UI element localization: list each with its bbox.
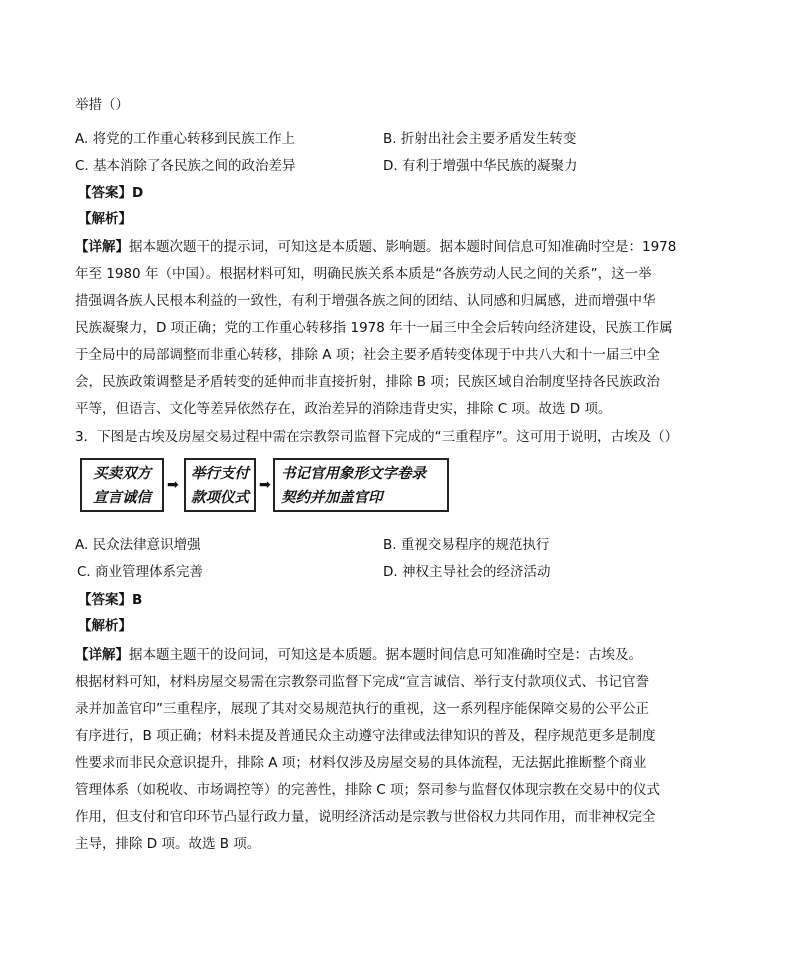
q2-detail-line: 会，民族政策调整是矛盾转变的延伸而非直接折射，排除 B 项；民族区域自治制度坚持各民族政治 <box>75 374 660 390</box>
detail-label: 【详解】 <box>75 239 129 255</box>
answer-value: B <box>132 592 143 608</box>
detail-text: 据本题次题干的提示词，可知这是本质题、影响题。据本题时间信息可知准确时空是：1978 <box>129 239 677 255</box>
q2-detail-line <box>75 238 695 256</box>
detail-text: 据本题主题干的设问词，可知这是本质题。据本题时间信息可知准确时空是：古埃及。 <box>129 647 642 663</box>
q3-detail-line: 录并加盖官印”三重程序，展现了其对交易规范执行的重视，这一系列程序能保障交易的公平公正 <box>75 701 649 717</box>
q3-stem: 3．下图是古埃及房屋交易过程中需在宗教祭司监督下完成的“三重程序”。这可用于说明，古埃及（） <box>75 429 679 445</box>
q3-detail-line: 有序进行，B 项正确；材料未提及普通民众主动遵守法律或法律知识的普及，程序规范更多是制度 <box>75 728 656 744</box>
flow-step-1-line2: 宣言诚信 <box>93 489 151 506</box>
arrow-right-icon: ➡ <box>167 477 179 493</box>
q3-answer <box>78 591 142 609</box>
q2-detail-line: 措强调各族人民根本利益的一致性，有利于增强各族之间的团结、认同感和归属感，进而增强中华 <box>75 293 656 309</box>
answer-value: D <box>132 185 144 201</box>
q3-option-b: B. 重视交易程序的规范执行 <box>383 537 550 553</box>
q3-option-d: D. 神权主导社会的经济活动 <box>383 564 551 580</box>
flow-step-1-line1: 买卖双方 <box>93 465 151 482</box>
q3-detail-line <box>75 646 695 664</box>
three-step-flowchart <box>80 458 452 518</box>
flow-step-3 <box>273 458 449 512</box>
flow-step-2-line2: 款项仪式 <box>191 489 249 506</box>
flow-step-2-line1: 举行支付 <box>191 465 249 482</box>
q3-option-c: C. 商业管理体系完善 <box>77 564 204 580</box>
detail-label: 【详解】 <box>75 647 129 663</box>
q2-option-a: A. 将党的工作重心转移到民族工作上 <box>75 131 296 147</box>
q2-option-d: D. 有利于增强中华民族的凝聚力 <box>383 158 578 174</box>
q2-stem-end: 举措（） <box>75 97 129 113</box>
flow-step-1 <box>80 458 164 512</box>
flow-step-2 <box>184 458 256 512</box>
flow-step-3-line2: 契约并加盖官印 <box>281 489 383 506</box>
q3-detail-line: 性要求而非民众意识提升，排除 A 项；材料仅涉及房屋交易的具体流程，无法据此推断整个商业 <box>75 755 647 771</box>
q2-option-c: C. 基本消除了各民族之间的政治差异 <box>75 158 296 174</box>
answer-label: 【答案】 <box>78 185 132 201</box>
answer-label: 【答案】 <box>78 592 132 608</box>
q3-detail-line: 作用，但支付和官印环节凸显行政力量，说明经济活动是宗教与世俗权力共同作用，而非神权完全 <box>75 809 656 825</box>
q2-answer <box>78 184 143 202</box>
q2-detail-line: 平等，但语言、文化等差异依然存在，政治差异的消除违背史实，排除 C 项。故选 D 项。 <box>75 401 612 417</box>
flow-step-3-line1: 书记官用象形文字卷录 <box>281 465 426 482</box>
q3-option-a: A. 民众法律意识增强 <box>75 537 201 553</box>
q3-detail-line: 主导，排除 D 项。故选 B 项。 <box>75 836 261 852</box>
q2-detail-line: 于全局中的局部调整而非重心转移，排除 A 项；社会主要矛盾转变体现于中共八大和十一届三中全 <box>75 347 660 363</box>
q2-analysis-label: 【解析】 <box>78 211 132 227</box>
q2-detail-line: 年至 1980 年（中国）。根据材料可知，明确民族关系本质是“各族劳动人民之间的关系”，这一举 <box>75 266 652 282</box>
q2-detail-line: 民族凝聚力，D 项正确；党的工作重心转移指 1978 年十一届三中全会后转向经济建设，民族工作属 <box>75 320 673 336</box>
q3-analysis-label: 【解析】 <box>78 618 132 634</box>
q2-option-b: B. 折射出社会主要矛盾发生转变 <box>383 131 577 147</box>
q3-detail-line: 根据材料可知，材料房屋交易需在宗教祭司监督下完成“宣言诚信、举行支付款项仪式、书记官誊 <box>75 674 649 690</box>
q3-detail-line: 管理体系（如税收、市场调控等）的完善性，排除 C 项；祭司参与监督仅体现宗教在交易中的仪式 <box>75 782 661 798</box>
arrow-right-icon: ➡ <box>259 477 271 493</box>
